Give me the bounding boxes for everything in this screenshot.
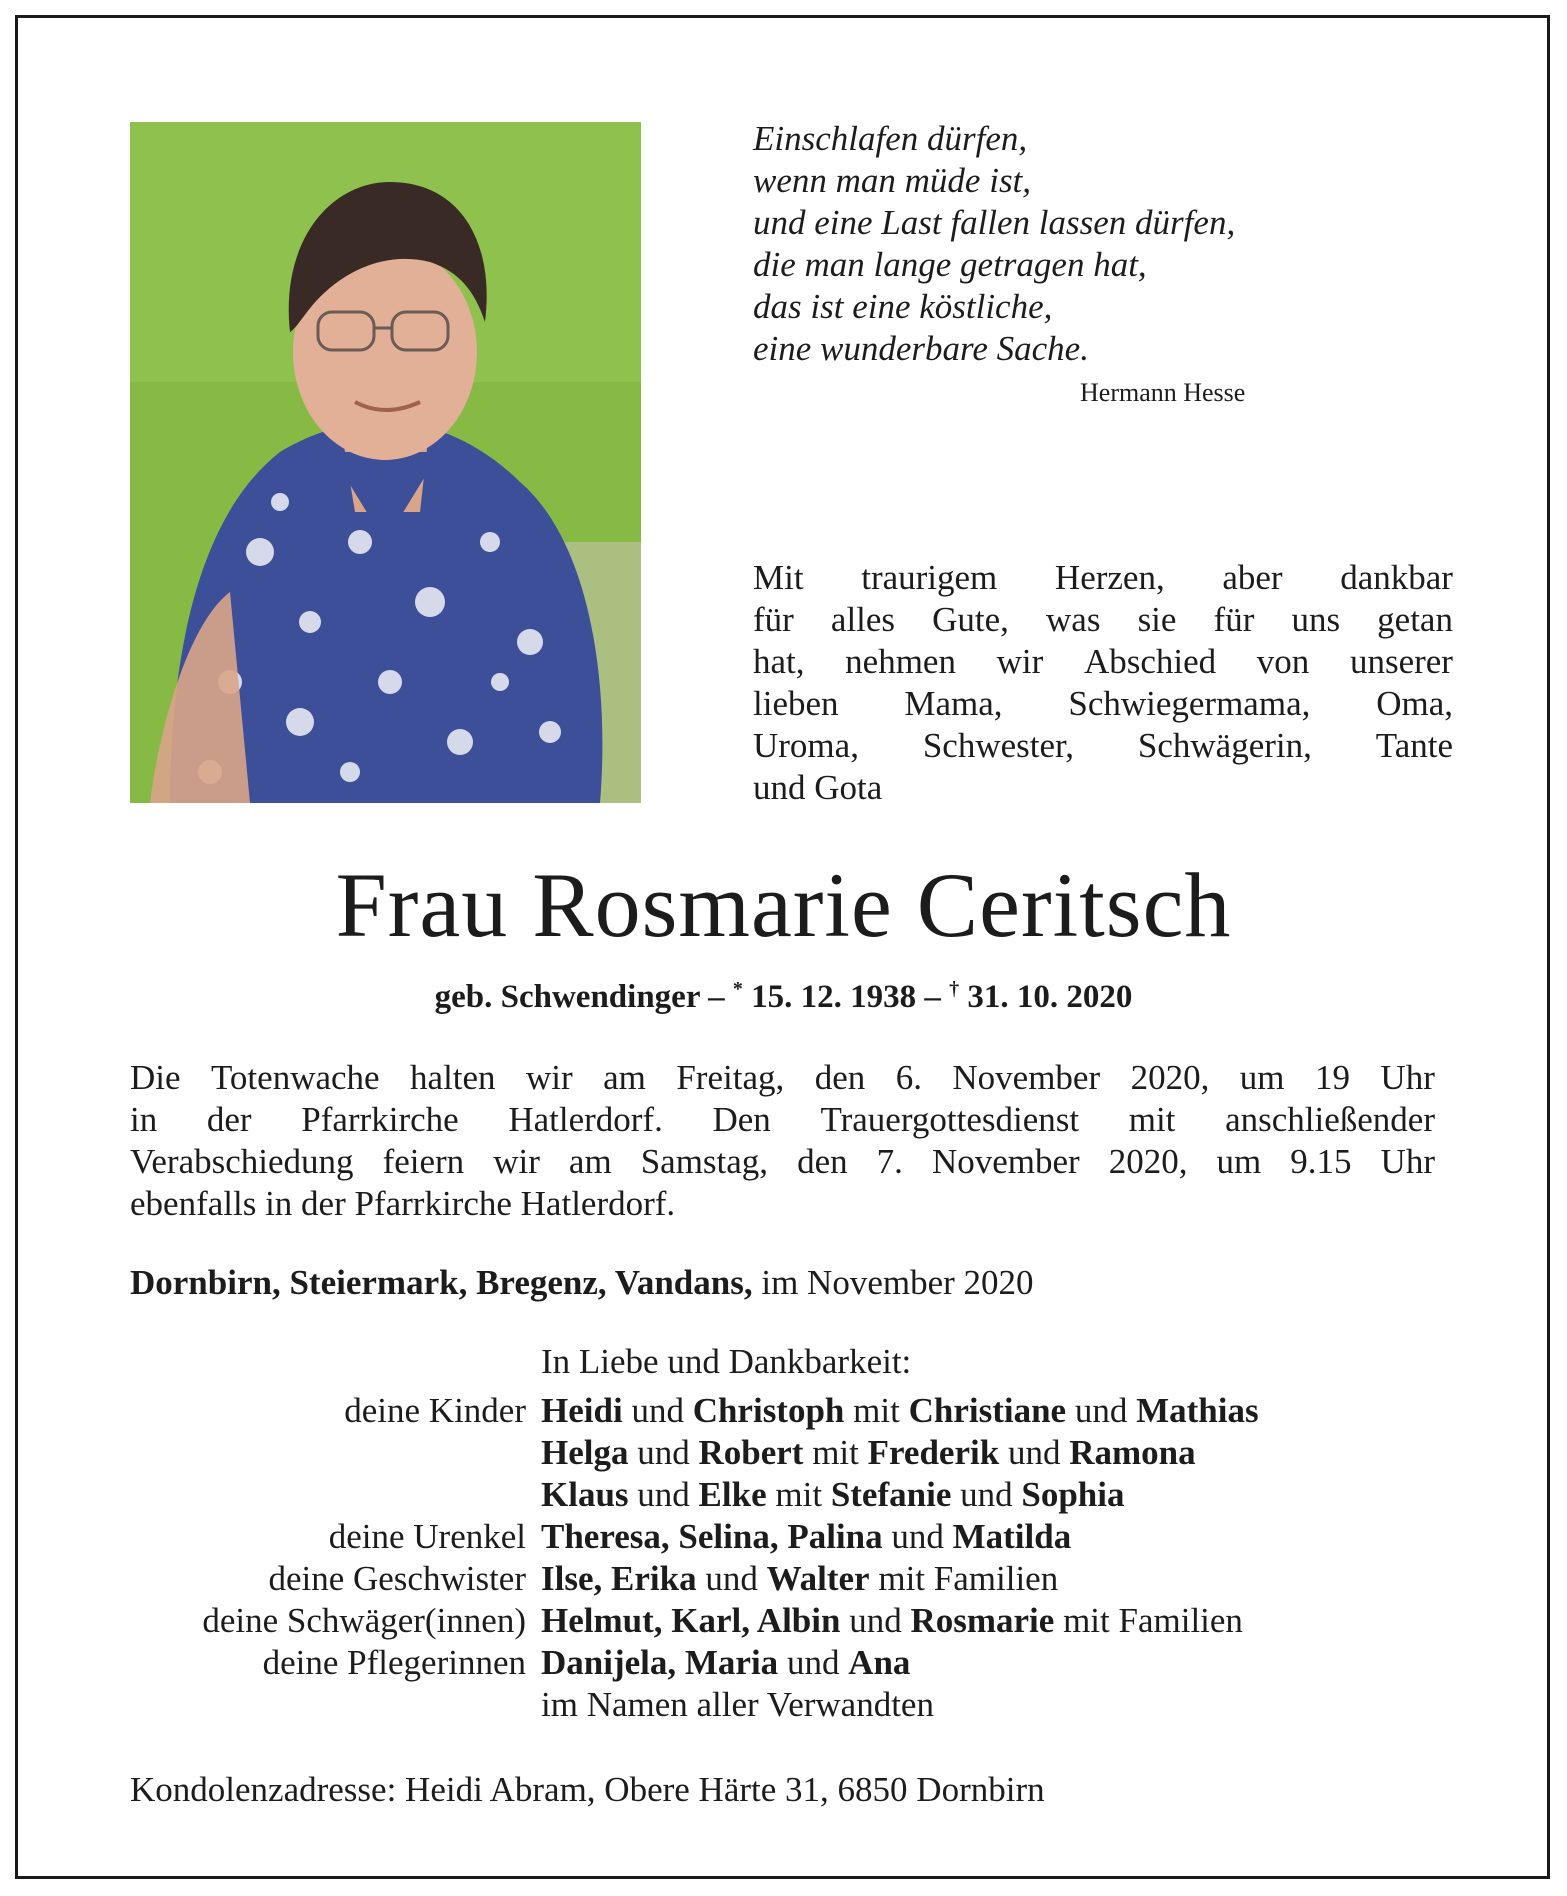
poem-author: Hermann Hesse — [1080, 378, 1246, 407]
death-date: 31. 10. 2020 — [967, 979, 1133, 1015]
word: 6. — [895, 1058, 922, 1097]
intro-line: und Gota — [753, 768, 883, 807]
word: traurigem — [861, 558, 998, 597]
family-connector: und — [882, 1517, 953, 1556]
word: der — [206, 1100, 252, 1139]
word: Verabschiedung — [130, 1142, 354, 1181]
family-connector: und — [696, 1559, 767, 1598]
service-line — [130, 1057, 1435, 1099]
word: dankbar — [1340, 558, 1453, 597]
family-member-name: Helmut, Karl, Albin — [541, 1601, 841, 1640]
word: Samstag, — [640, 1142, 769, 1181]
word: unserer — [1349, 642, 1453, 681]
poem — [753, 118, 1353, 370]
family-member-name: Matilda — [952, 1517, 1072, 1556]
family-connector: mit — [766, 1475, 831, 1514]
word: Schwester, — [922, 726, 1075, 765]
family-member-name: Mathias — [1136, 1391, 1259, 1430]
word: alles — [830, 600, 896, 639]
poem-line: Einschlafen dürfen, — [753, 119, 1028, 158]
place-date-text: im November 2020 — [761, 1263, 1034, 1302]
word: halten — [410, 1058, 496, 1097]
family-row — [130, 1642, 1259, 1684]
family-member-name: Ramona — [1069, 1433, 1196, 1472]
family-member-name: Danijela, Maria — [541, 1643, 779, 1682]
family-relation: deine Pflegerinnen — [262, 1643, 526, 1682]
family-names — [541, 1390, 1259, 1432]
family-names — [541, 1684, 934, 1726]
family-member-name: Christiane — [908, 1391, 1067, 1430]
word: Die — [130, 1058, 181, 1097]
family-names — [541, 1474, 1124, 1516]
family-connector: und — [951, 1475, 1022, 1514]
family-member-name: Elke — [698, 1475, 767, 1514]
family-member-name: Frederik — [867, 1433, 1000, 1472]
family-row — [130, 1474, 1259, 1516]
word: Freitag, — [676, 1058, 785, 1097]
poem-line: das ist eine köstliche, — [753, 287, 1053, 326]
word: uns — [1291, 600, 1341, 639]
word: lieben — [753, 684, 839, 723]
family-connector: und — [1066, 1391, 1137, 1430]
intro-line — [753, 641, 1453, 683]
family-list — [130, 1390, 1259, 1726]
word: 7. — [876, 1142, 903, 1181]
poem-line: eine wunderbare Sache. — [753, 329, 1089, 368]
word: am — [603, 1058, 646, 1097]
family-names — [541, 1642, 910, 1684]
family-relation — [130, 1432, 541, 1474]
word: November — [931, 1142, 1080, 1181]
places: Dornbirn, Steiermark, Bregenz, Vandans, — [130, 1263, 753, 1302]
family-connector: und — [999, 1433, 1070, 1472]
family-member-name: Sophia — [1021, 1475, 1125, 1514]
word: 9.15 — [1290, 1142, 1352, 1181]
family-connector: und — [628, 1475, 699, 1514]
family-member-name: Ana — [848, 1643, 911, 1682]
word: 19 — [1314, 1058, 1350, 1097]
family-relation: deine Kinder — [344, 1391, 526, 1430]
word: um — [1216, 1142, 1262, 1181]
word: November — [952, 1058, 1101, 1097]
word: Uhr — [1380, 1058, 1435, 1097]
family-row — [130, 1516, 1259, 1558]
word: was — [1046, 600, 1101, 639]
word: 2020, — [1108, 1142, 1188, 1181]
family-connector: mit Familien — [869, 1559, 1059, 1598]
family-member-name: Christoph — [692, 1391, 845, 1430]
life-dates — [0, 978, 1567, 1016]
family-member-name: Rosmarie — [910, 1601, 1055, 1640]
portrait-photo — [130, 122, 641, 803]
word: wir — [996, 642, 1044, 681]
service-line: ebenfalls in der Pfarrkirche Hatlerdorf. — [130, 1184, 676, 1223]
word: Mit — [753, 558, 804, 597]
word: Den — [712, 1100, 771, 1139]
family-connector: und — [778, 1643, 849, 1682]
family-row — [130, 1600, 1259, 1642]
word: Herzen, — [1054, 558, 1165, 597]
word: Gute, — [932, 600, 1009, 639]
family-member-name: Theresa, Selina, Palina — [541, 1517, 883, 1556]
service-paragraph — [130, 1057, 1435, 1225]
family-member-name: Ilse, Erika — [541, 1559, 697, 1598]
family-names — [541, 1558, 1058, 1600]
poem-line: wenn man müde ist, — [753, 161, 1032, 200]
birth-mark: * — [732, 978, 743, 1000]
poem-line: die man lange getragen hat, — [753, 245, 1147, 284]
word: 2020, — [1130, 1058, 1210, 1097]
family-connector: und — [840, 1601, 911, 1640]
family-names — [541, 1600, 1243, 1642]
family-connector: und — [628, 1433, 699, 1472]
word: hat, — [753, 642, 805, 681]
word: Totenwache — [211, 1058, 380, 1097]
word: wir — [526, 1058, 573, 1097]
word: Abschied — [1083, 642, 1217, 681]
word: aber — [1222, 558, 1283, 597]
word: in — [130, 1100, 158, 1139]
word: für — [1213, 600, 1255, 639]
intro-line — [753, 725, 1453, 767]
word: feiern — [382, 1142, 465, 1181]
intro-line — [753, 557, 1453, 599]
place-date — [130, 1263, 1034, 1303]
word: Schwiegermama, — [1068, 684, 1311, 723]
family-connector: mit — [803, 1433, 868, 1472]
family-row — [130, 1558, 1259, 1600]
family-connector: im Namen aller Verwandten — [541, 1685, 934, 1724]
word: den — [814, 1058, 866, 1097]
word: Pfarrkirche — [301, 1100, 459, 1139]
family-row — [130, 1390, 1259, 1432]
thanks-line: In Liebe und Dankbarkeit: — [541, 1342, 912, 1381]
birth-date: 15. 12. 1938 – — [751, 979, 941, 1015]
service-line — [130, 1099, 1435, 1141]
death-mark: † — [949, 978, 960, 1000]
word: Uroma, — [753, 726, 859, 765]
family-member-name: Stefanie — [830, 1475, 952, 1514]
family-names — [541, 1516, 1071, 1558]
intro-line — [753, 683, 1453, 725]
poem-line: und eine Last fallen lassen dürfen, — [753, 203, 1236, 242]
family-member-name: Robert — [698, 1433, 804, 1472]
word: um — [1239, 1058, 1285, 1097]
intro-line — [753, 599, 1453, 641]
word: anschließender — [1225, 1100, 1435, 1139]
word: Trauergottesdienst — [820, 1100, 1080, 1139]
word: mit — [1128, 1100, 1176, 1139]
word: Mama, — [904, 684, 1003, 723]
family-row — [130, 1684, 1259, 1726]
word: Schwägerin, — [1137, 726, 1312, 765]
word: Hatlerdorf. — [508, 1100, 663, 1139]
family-member-name: Walter — [766, 1559, 870, 1598]
word: Uhr — [1380, 1142, 1435, 1181]
family-member-name: Klaus — [541, 1475, 629, 1514]
family-relation: deine Geschwister — [268, 1559, 526, 1598]
family-relation — [130, 1474, 541, 1516]
family-member-name: Heidi — [541, 1391, 623, 1430]
word: Oma, — [1376, 684, 1453, 723]
word: Tante — [1375, 726, 1453, 765]
family-connector: und — [622, 1391, 693, 1430]
maiden-name: geb. Schwendinger – — [434, 979, 725, 1015]
intro-text — [753, 557, 1453, 809]
family-member-name: Helga — [541, 1433, 629, 1472]
family-relation — [130, 1684, 541, 1726]
condolence-address: Kondolenzadresse: Heidi Abram, Obere Härte 31, 6850 Dornbirn — [130, 1770, 1045, 1809]
family-relation: deine Schwäger(innen) — [202, 1601, 526, 1640]
service-line — [130, 1141, 1435, 1183]
word: wir — [493, 1142, 540, 1181]
family-connector: mit — [844, 1391, 909, 1430]
word: von — [1256, 642, 1310, 681]
word: sie — [1137, 600, 1177, 639]
family-names — [541, 1432, 1196, 1474]
family-relation: deine Urenkel — [328, 1517, 526, 1556]
family-connector: mit Familien — [1054, 1601, 1243, 1640]
deceased-name: Frau Rosmarie Ceritsch — [335, 854, 1232, 956]
word: für — [753, 600, 794, 639]
word: am — [568, 1142, 612, 1181]
word: getan — [1377, 600, 1453, 639]
word: den — [797, 1142, 848, 1181]
family-row — [130, 1432, 1259, 1474]
word: nehmen — [845, 642, 956, 681]
